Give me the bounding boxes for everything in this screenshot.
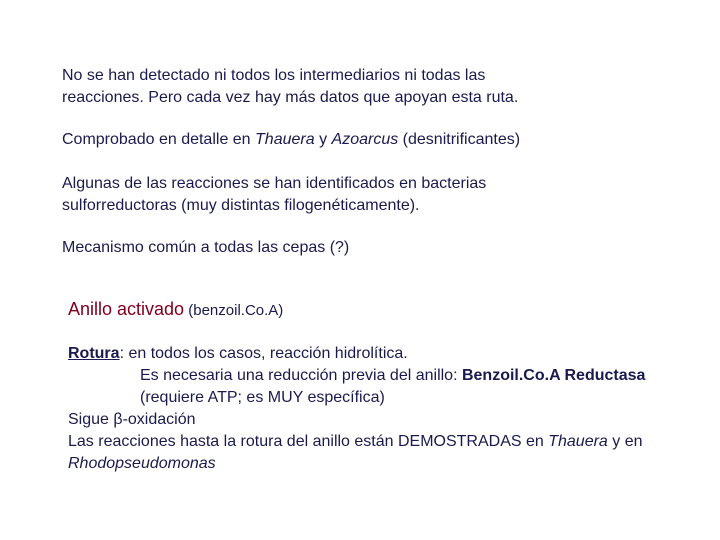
text-segment: y	[314, 131, 332, 148]
paragraph-mecanismo	[62, 237, 349, 259]
text-segment: Comprobado en detalle en	[62, 131, 256, 148]
rotura-label: Rotura	[68, 345, 120, 362]
genus-azoarcus: Azoarcus	[331, 131, 399, 148]
enzyme-name: Benzoil.Co.A Reductasa	[461, 367, 646, 384]
text-segment: Las reacciones hasta la rotura del anillo están DEMOSTRADAS en	[68, 433, 549, 450]
anillo-note: (benzoil.Co.A)	[184, 302, 284, 319]
text-segment: (desnitrificantes)	[398, 131, 521, 148]
text-line: No se han detectado ni todos los intermediarios ni todas las	[62, 67, 486, 84]
text-line: sulforreductoras (muy distintas filogenéticamente).	[62, 197, 420, 214]
text-segment: Es necesaria una reducción previa del anillo:	[140, 367, 462, 384]
reductasa-line	[68, 365, 645, 387]
atp-line: (requiere ATP; es MUY específica)	[140, 389, 385, 406]
beta-symbol: β	[113, 411, 123, 428]
paragraph-intermediarios	[62, 65, 518, 109]
text-line: Algunas de las reacciones se han identificados en bacterias	[62, 175, 487, 192]
paragraph-sulforreductoras	[62, 173, 486, 217]
text-line: reacciones. Pero cada vez hay más datos que apoyan esta ruta.	[62, 89, 519, 106]
text-segment: : en todos los casos, reacción hidrolítica.	[119, 345, 408, 362]
text-segment: -oxidación	[122, 411, 196, 428]
demostradas-line	[68, 431, 645, 453]
genus-thauera: Thauera	[548, 433, 608, 450]
paragraph-comprobado	[62, 129, 520, 151]
anillo-heading	[68, 298, 283, 322]
anillo-title: Anillo activado	[68, 299, 185, 319]
genus-thauera: Thauera	[255, 131, 315, 148]
genus-rhodopseudomonas: Rhodopseudomonas	[68, 455, 216, 472]
rotura-block	[68, 343, 645, 475]
text-segment: y en	[607, 433, 643, 450]
text-segment: Sigue	[68, 411, 114, 428]
beta-oxidacion-line	[68, 409, 645, 431]
text-line: Mecanismo común a todas las cepas (?)	[62, 239, 350, 256]
rotura-line	[68, 343, 645, 365]
